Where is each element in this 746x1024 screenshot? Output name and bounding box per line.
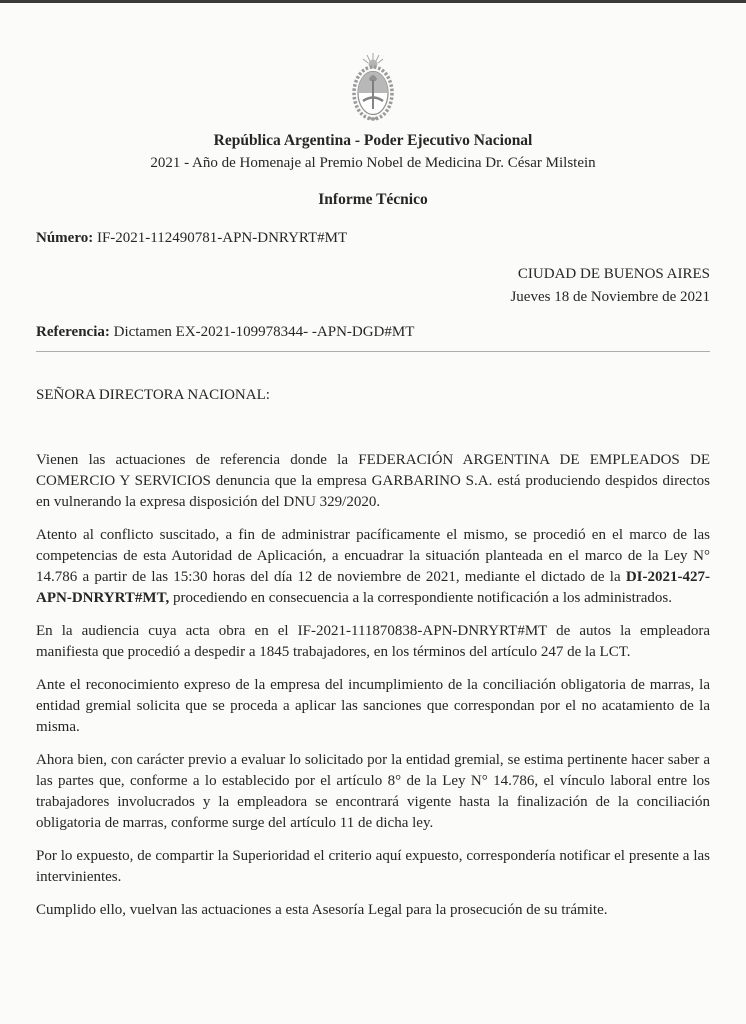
paragraph: [36, 450, 710, 513]
paragraph-segment: Cumplido ello, vuelvan las actuaciones a esta Asesoría Legal para la prosecución de su trámite.: [36, 902, 608, 918]
paragraph: [36, 621, 710, 663]
paragraph-segment: Ante el reconocimiento expreso de la empresa del incumplimiento de la conciliación obligatoria de marras, la entidad gremial solicita que se proceda a aplicar las sanciones que correspondan por el no acatamiento de la misma.: [36, 677, 710, 735]
date-line: Jueves 18 de Noviembre de 2021: [510, 289, 710, 305]
paragraph-segment: procediendo en consecuencia a la correspondiente notificación a los administrados.: [169, 590, 672, 606]
paragraph-segment: Vienen las actuaciones de referencia donde la FEDERACIÓN ARGENTINA DE EMPLEADOS DE COMERCIO Y SERVICIOS denuncia que la empresa GARBARINO S.A. está produciendo despidos directos en vulnerando la expresa disposición del DNU 329/2020.: [36, 452, 710, 510]
paragraph: [36, 900, 710, 921]
paragraph-segment: Ahora bien, con carácter previo a evaluar lo solicitado por la entidad gremial, se estima pertinente hacer saber a las partes que, conforme a lo establecido por el artículo 8° de la Ley N° 14.786, el vínculo laboral entre los trabajadores involucrados y la empleadora se encontrará vigente hasta la finalización de la conciliación obligatoria de marras, conforme surge del artículo 11 de dicha ley.: [36, 752, 710, 831]
city-line: CIUDAD DE BUENOS AIRES: [517, 266, 710, 282]
number-label: Número:: [36, 230, 94, 246]
place-date-block: [36, 263, 710, 309]
argentina-coat-of-arms-icon: [36, 53, 710, 123]
salutation: SEÑORA DIRECTORA NACIONAL:: [36, 387, 270, 403]
document-page: [0, 3, 746, 921]
paragraph-bold-segment: DI-2021-427-APN-DNRYRT#MT,: [36, 569, 710, 606]
paragraph: [36, 525, 710, 609]
reference-label: Referencia:: [36, 324, 110, 340]
org-title: República Argentina - Poder Ejecutivo Nacional: [213, 132, 533, 149]
document-type-title: Informe Técnico: [318, 191, 428, 208]
paragraph: [36, 675, 710, 738]
paragraph-segment: Atento al conflicto suscitado, a fin de administrar pacíficamente el mismo, se procedió en el marco de las competencias de esta Autoridad de Aplicación, a encuadrar la situación planteada en el marco de la Ley N° 14.786 a partir de las 15:30 horas del día 12 de noviembre de 2021, mediante el dictado de la: [36, 527, 710, 585]
year-motto: 2021 - Año de Homenaje al Premio Nobel de Medicina Dr. César Milstein: [150, 155, 596, 171]
paragraph: [36, 846, 710, 888]
paragraph: [36, 750, 710, 834]
reference-row: [36, 324, 710, 341]
body-paragraphs: [36, 450, 710, 921]
document-number-row: [36, 230, 710, 247]
reference-value: Dictamen EX-2021-109978344- -APN-DGD#MT: [113, 324, 415, 340]
paragraph-segment: En la audiencia cuya acta obra en el IF-2021-111870838-APN-DNRYRT#MT de autos la empleadora manifiesta que procedió a despedir a 1845 trabajadores, en los términos del artículo 247 de la LCT.: [36, 623, 710, 660]
divider-line: [36, 351, 710, 352]
number-value: IF-2021-112490781-APN-DNRYRT#MT: [96, 230, 348, 246]
paragraph-segment: Por lo expuesto, de compartir la Superioridad el criterio aquí expuesto, correspondería notificar el presente a las intervinientes.: [36, 848, 710, 885]
